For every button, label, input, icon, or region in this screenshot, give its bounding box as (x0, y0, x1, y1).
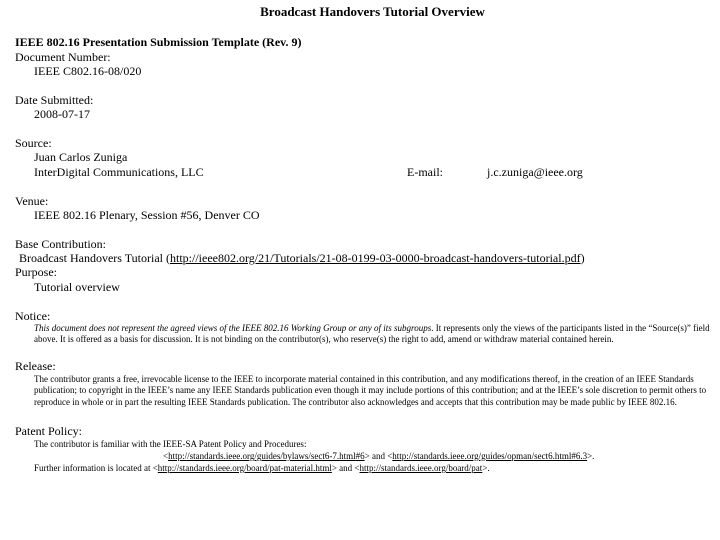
purpose-label: Purpose: (15, 265, 57, 279)
email-label: E-mail: (407, 165, 443, 179)
patent-line3-separator: > and < (331, 463, 360, 473)
purpose-value: Tutorial overview (34, 280, 120, 294)
base-contribution-prefix: Broadcast Handovers Tutorial ( (19, 251, 170, 265)
source-label: Source: (15, 136, 52, 150)
document-number-label: Document Number: (15, 50, 111, 64)
patent-policy-line3 (34, 463, 490, 473)
email-value: j.c.zuniga@ieee.org (487, 165, 583, 179)
notice-italic-text: This document does not represent the agreed views of the IEEE 802.16 Working Group or any of its subgroups (34, 323, 432, 333)
patent-opman-link[interactable]: http://standards.ieee.org/guides/opman/sect6.html#6.3 (392, 451, 588, 461)
base-contribution-value (19, 251, 585, 265)
page-title: Broadcast Handovers Tutorial Overview (260, 4, 485, 19)
base-contribution-label: Base Contribution: (15, 237, 106, 251)
base-contribution-link[interactable]: http://ieee802.org/21/Tutorials/21-08-0199-03-0000-broadcast-handovers-tutorial.pdf (169, 251, 581, 265)
patent-line2-end: >. (587, 451, 595, 461)
patent-policy-line2: <http://standards.ieee.org/guides/bylaws/sect6-7.html#6> and <http://standards.ieee.org/guides/opman/sect6.html#6.3>. (163, 451, 595, 461)
patent-board-link[interactable]: http://standards.ieee.org/board/pat (359, 463, 483, 473)
patent-policy-line1: The contributor is familiar with the IEEE-SA Patent Policy and Procedures: (34, 439, 307, 449)
patent-policy-label: Patent Policy: (15, 424, 82, 438)
patent-material-link[interactable]: http://standards.ieee.org/board/pat-material.html (157, 463, 332, 473)
venue-value: IEEE 802.16 Plenary, Session #56, Denver CO (34, 208, 260, 222)
base-contribution-suffix: ) (580, 251, 585, 265)
notice-body-text: . It represents only the views of the participants listed in the “Source(s)” field above. It is offered as a basis for discussion. It is not binding on the contributor(s), who reserve(s) the right to add, amend or withdraw material contained herein. (34, 323, 710, 345)
venue-label: Venue: (15, 194, 49, 208)
patent-line3-end: >. (482, 463, 490, 473)
date-submitted-value: 2008-07-17 (34, 107, 90, 121)
document-number-value: IEEE C802.16-08/020 (34, 64, 142, 78)
source-organization: InterDigital Communications, LLC (34, 165, 204, 179)
patent-line2-separator: > and < (364, 451, 393, 461)
patent-line3-prefix: Further information is located at < (34, 463, 158, 473)
release-label: Release: (15, 359, 56, 373)
notice-label: Notice: (15, 309, 51, 323)
release-text: The contributor grants a free, irrevocable license to the IEEE to incorporate material contained in this contribution, and any modifications thereof, in the creation of an IEEE Standards publication; to copyright in the IEEE’s name any IEEE Standards publication even though it may include portions of this contribution; and at the IEEE’s sole discretion to permit others to reproduce in whole or in part the resulting IEEE Standards publication. The contributor also acknowledges and accepts that this contribution may be made public by IEEE 802.16. (34, 374, 707, 407)
date-submitted-label: Date Submitted: (15, 93, 94, 107)
template-heading: IEEE 802.16 Presentation Submission Template (Rev. 9) (15, 35, 302, 49)
notice-text (34, 323, 714, 346)
patent-bylaws-link[interactable]: http://standards.ieee.org/guides/bylaws/sect6-7.html#6 (168, 451, 365, 461)
source-name: Juan Carlos Zuniga (34, 150, 128, 164)
